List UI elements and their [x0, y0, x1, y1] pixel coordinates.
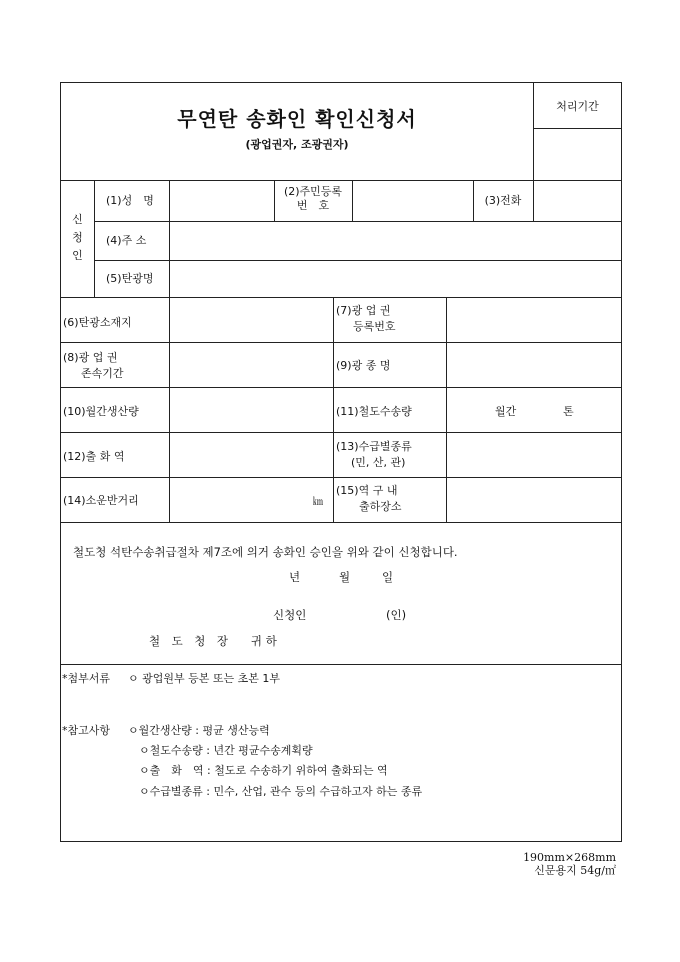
note-item: ㅇ출 화 역 : 철도로 수송하기 위하여 출화되는 역: [139, 764, 388, 777]
rail-transport-field[interactable]: [447, 388, 622, 432]
supply-type-label-2: (민, 산, 관): [351, 456, 406, 469]
note-item: ㅇ철도수송량 : 년간 평균수송계획량: [139, 744, 313, 757]
station-yard-field[interactable]: [447, 478, 622, 522]
name-field[interactable]: [170, 181, 274, 221]
monthly-production-field[interactable]: [170, 388, 333, 432]
address-label: (4)주 소: [106, 234, 147, 247]
mine-location-field[interactable]: [170, 298, 333, 342]
transport-distance-field[interactable]: [170, 478, 333, 522]
ton-unit-label: 톤: [563, 405, 574, 418]
notes-label: *참고사항: [62, 724, 111, 737]
supply-type-field[interactable]: [447, 433, 622, 477]
mining-right-reg-label-2: 등록번호: [353, 320, 396, 333]
shipping-station-field[interactable]: [170, 433, 333, 477]
transport-distance-label: (14)소운반거리: [63, 494, 139, 507]
monthly-production-label: (10)월간생산량: [63, 405, 139, 418]
shipping-station-label: (12)출 화 역: [63, 450, 125, 463]
note-item: ㅇ월간생산량 : 평균 생산능력: [128, 724, 270, 737]
name-label: (1)성 명: [106, 194, 154, 207]
rail-transport-label: (11)철도수송량: [336, 405, 412, 418]
monthly-unit-label: 월간: [495, 405, 517, 418]
mine-location-label: (6)탄광소재지: [63, 316, 132, 329]
resident-number-field[interactable]: [353, 181, 473, 221]
form-subtitle: (광업권자, 조광권자): [245, 138, 349, 151]
paper-size-label: 190mm×268mm: [523, 851, 616, 864]
mining-right-reg-label-1: (7)광 업 권: [336, 304, 391, 317]
processing-period-field[interactable]: [534, 129, 622, 179]
application-form: [60, 82, 622, 842]
mining-right-duration-label-2: 존속기간: [81, 367, 124, 380]
mine-name-field[interactable]: [170, 261, 622, 297]
station-yard-label-1: (15)역 구 내: [336, 484, 398, 497]
mine-name-label: (5)탄광명: [106, 272, 154, 285]
mineral-type-field[interactable]: [447, 343, 622, 387]
form-title: 무연탄 송화인 확인신청서: [177, 107, 417, 131]
seal-label: (인): [386, 608, 407, 622]
station-yard-label-2: 출하장소: [359, 500, 402, 513]
phone-field[interactable]: [534, 181, 622, 221]
statement-text: 철도청 석탄수송취급절차 제7조에 의거 송화인 승인을 위와 같이 신청합니다.: [73, 545, 458, 559]
note-item: ㅇ수급별종류 : 민수, 산업, 관수 등의 수급하고자 하는 종류: [139, 785, 423, 798]
applicant-sign-label: 신청인: [273, 608, 307, 622]
recipient-label: 철 도 청 장 귀 하: [149, 634, 277, 648]
day-label: 일: [382, 570, 394, 584]
attachments-label: *첨부서류: [62, 672, 111, 685]
processing-period-label: 처리기간: [556, 100, 599, 113]
supply-type-label-1: (13)수급별종류: [336, 440, 412, 453]
attachments-item: ㅇ 광업원부 등본 또는 초본 1부: [128, 672, 280, 685]
paper-type-label: 신문용지 54g/㎡: [534, 864, 616, 877]
phone-label: (3)전화: [484, 194, 522, 207]
mineral-type-label: (9)광 종 명: [336, 359, 391, 372]
resident-number-label-2: 번 호: [296, 199, 330, 212]
applicant-label: 신 청 인: [72, 213, 83, 262]
mining-right-reg-field[interactable]: [447, 298, 622, 342]
year-label: 년: [289, 570, 301, 584]
address-field[interactable]: [170, 222, 622, 260]
applicant-sign-field[interactable]: [317, 604, 381, 624]
mining-right-duration-field[interactable]: [170, 343, 333, 387]
km-unit-label: ㎞: [313, 497, 323, 508]
mining-right-duration-label-1: (8)광 업 권: [63, 351, 118, 364]
month-label: 월: [339, 570, 351, 584]
resident-number-label-1: (2)주민등록: [283, 185, 343, 198]
